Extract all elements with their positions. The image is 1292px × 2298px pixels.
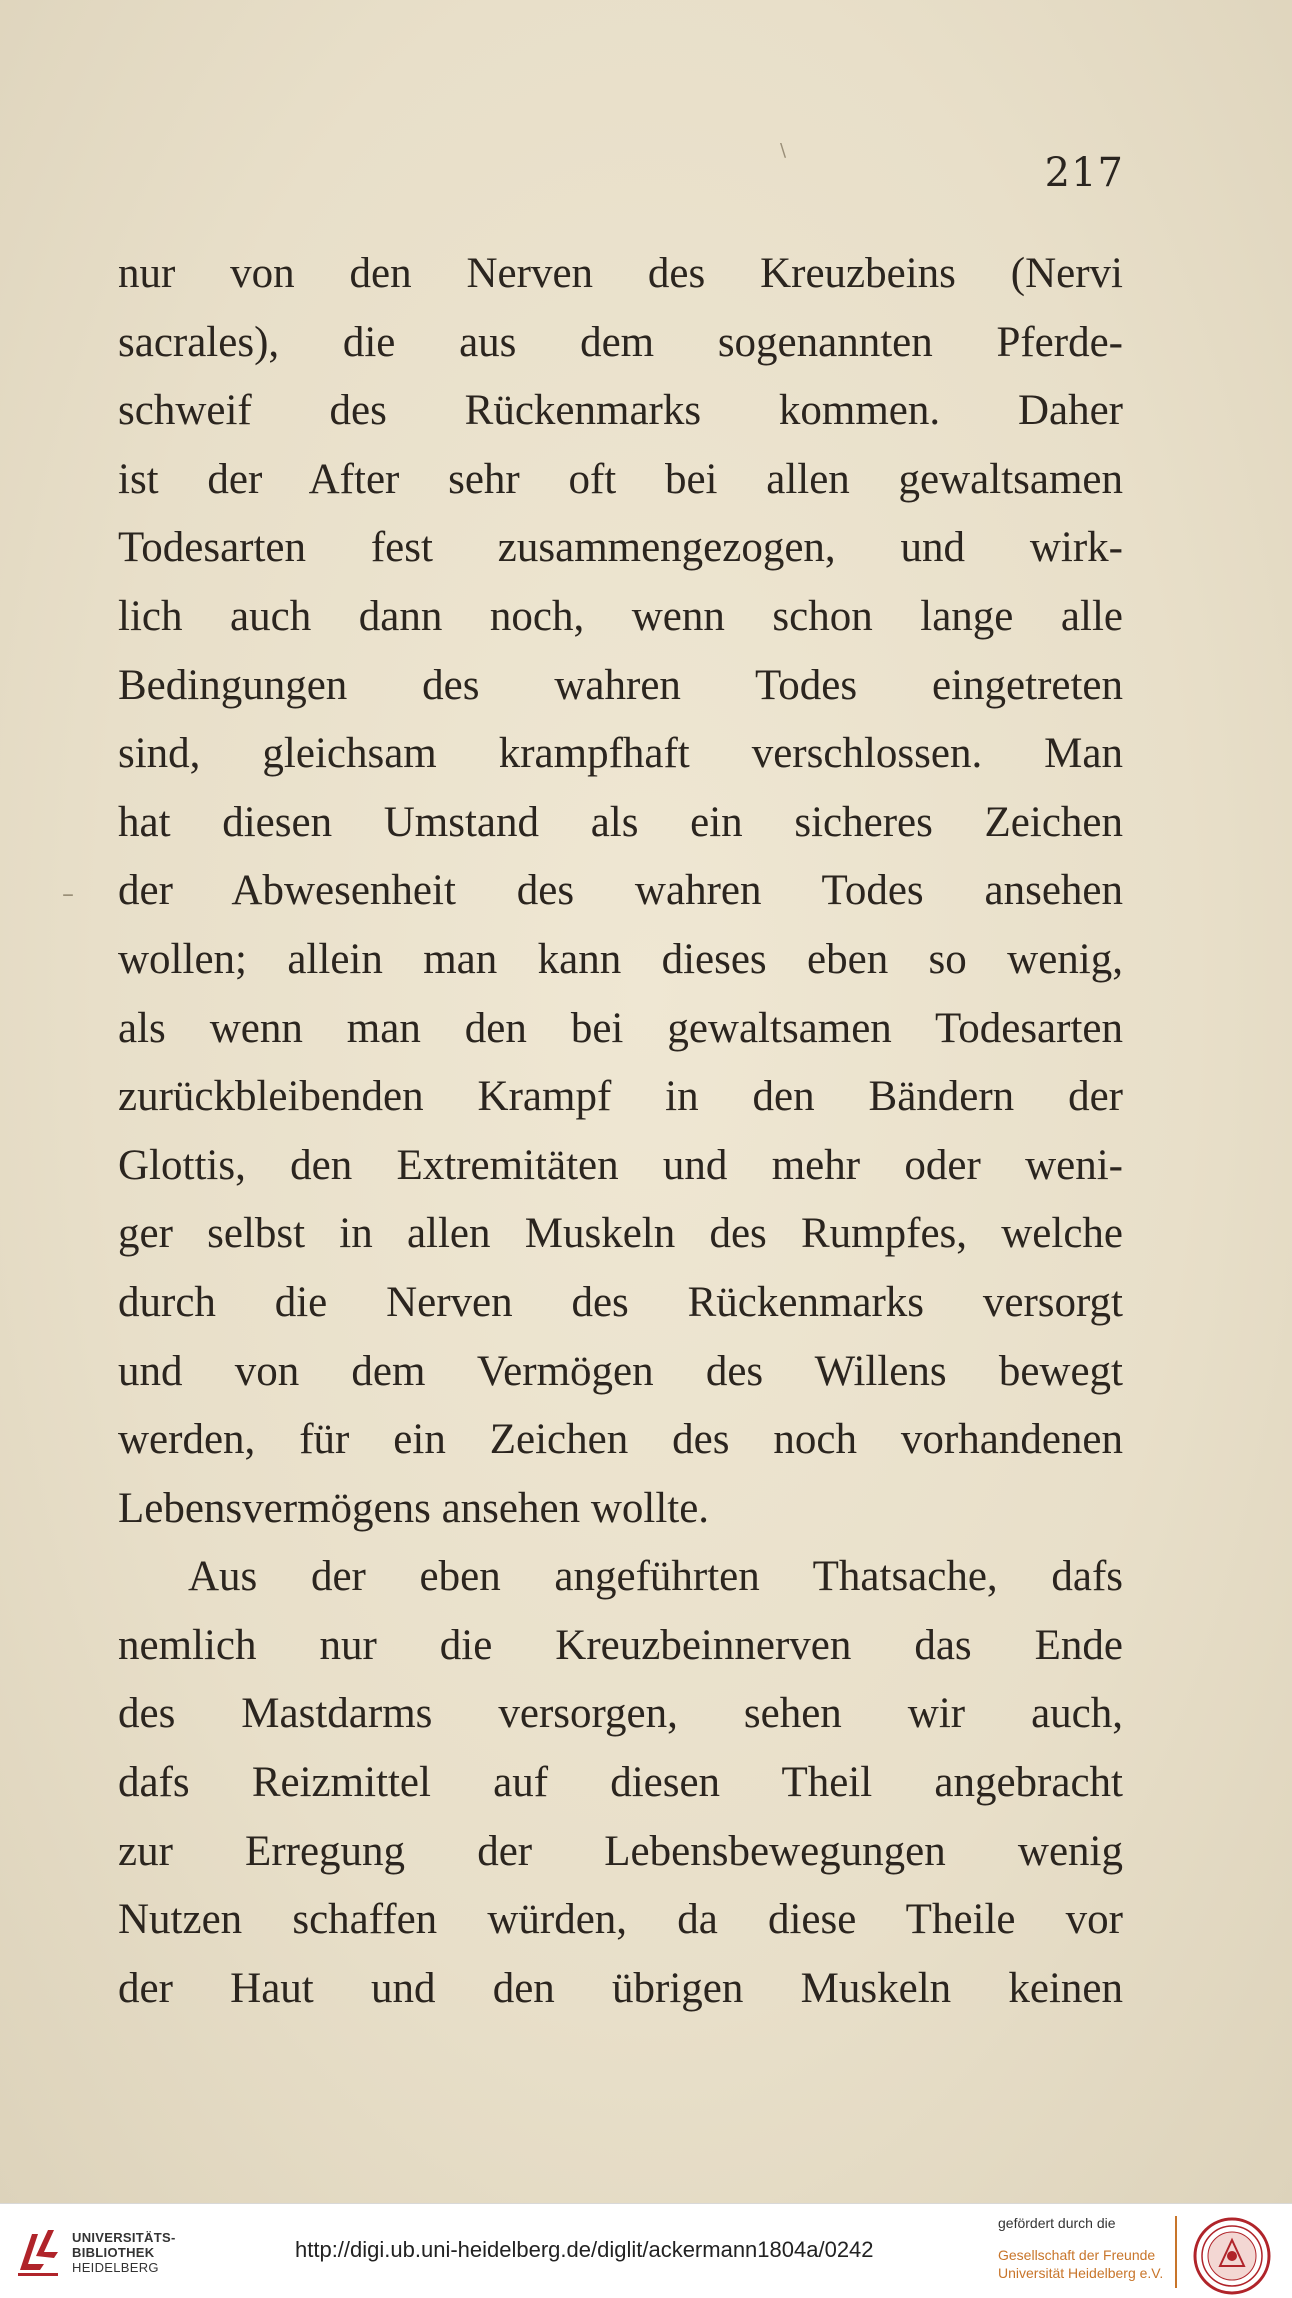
sponsor-name: [998, 2246, 1163, 2282]
text-line: Bedingungen des wahren Todes eingetreten: [118, 661, 1123, 709]
university-seal-icon: [1192, 2216, 1272, 2296]
body-text: [118, 240, 1123, 2023]
text-line: hat diesen Umstand als ein sicheres Zeichen: [118, 798, 1123, 846]
paper-speck: \: [780, 140, 787, 161]
text-line: der Haut und den übrigen Muskeln keinen: [118, 1964, 1123, 2012]
text-line: ist der After sehr oft bei allen gewaltsamen: [118, 455, 1123, 503]
text-line-paragraph-start: Aus der eben angeführten Thatsache, dafs: [188, 1553, 1123, 1601]
text-line: ger selbst in allen Muskeln des Rumpfes, welche: [118, 1210, 1123, 1258]
text-line: nur von den Nerven des Kreuzbeins (Nervi: [118, 250, 1123, 297]
text-line: werden, für ein Zeichen des noch vorhandenen: [118, 1416, 1123, 1464]
sponsor-label: gefördert durch die: [998, 2215, 1116, 2231]
text-line: durch die Nerven des Rückenmarks versorgt: [118, 1278, 1123, 1326]
library-name: [72, 2230, 176, 2275]
library-name-line: BIBLIOTHEK: [72, 2245, 155, 2260]
sponsor-divider: [1175, 2216, 1177, 2288]
text-line-paragraph-end: Lebensvermögens ansehen wollte.: [118, 1484, 710, 1532]
footer-bar: [0, 2203, 1292, 2298]
text-line: wollen; allein man kann dieses eben so wenig,: [118, 935, 1123, 983]
text-line: sind, gleichsam krampfhaft verschlossen. Man: [118, 730, 1123, 778]
text-line: als wenn man den bei gewaltsamen Todesarten: [118, 1004, 1123, 1052]
text-line: und von dem Vermögen des Willens bewegt: [118, 1347, 1123, 1395]
text-line: Glottis, den Extremitäten und mehr oder weni-: [118, 1141, 1123, 1189]
permalink-url[interactable]: http://digi.ub.uni-heidelberg.de/diglit/ackermann1804a/0242: [295, 2237, 874, 2262]
sponsor-name-line: Gesellschaft der Freunde: [998, 2247, 1156, 2263]
text-line: dafs Reizmittel auf diesen Theil angebracht: [118, 1759, 1123, 1807]
text-line: lich auch dann noch, wenn schon lange alle: [118, 592, 1123, 640]
library-name-line: UNIVERSITÄTS-: [72, 2230, 176, 2245]
text-line: Todesarten fest zusammengezogen, und wirk-: [118, 524, 1123, 572]
text-line: der Abwesenheit des wahren Todes ansehen: [118, 867, 1123, 915]
page-number: 217: [1044, 150, 1124, 196]
text-line: schweif des Rückenmarks kommen. Daher: [118, 387, 1123, 435]
text-line: sacrales), die aus dem sogenannten Pferde-: [118, 318, 1123, 366]
text-line: Nutzen schaffen würden, da diese Theile vor: [118, 1896, 1123, 1944]
paper-speck: –: [62, 880, 74, 908]
text-line: nemlich nur die Kreuzbeinnerven das Ende: [118, 1621, 1123, 1669]
library-name-line: HEIDELBERG: [72, 2260, 159, 2275]
university-library-logo-icon: [14, 2226, 64, 2278]
sponsor-name-line: Universität Heidelberg e.V.: [998, 2265, 1164, 2281]
text-line: des Mastdarms versorgen, sehen wir auch,: [118, 1690, 1123, 1738]
text-line: zur Erregung der Lebensbewegungen wenig: [118, 1827, 1123, 1875]
text-line: zurückbleibenden Krampf in den Bändern der: [118, 1073, 1123, 1121]
